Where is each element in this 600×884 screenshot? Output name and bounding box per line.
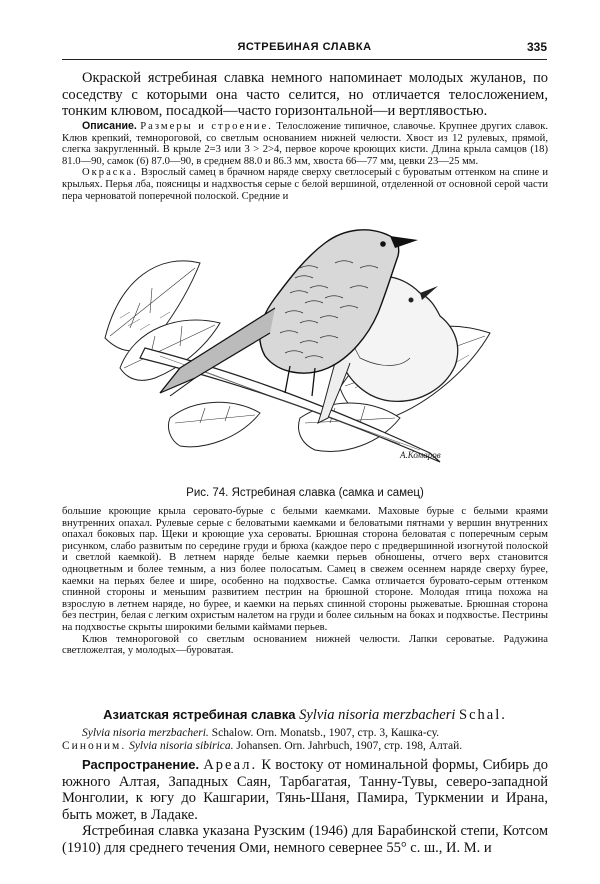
synonym-1-latin: Sylvia nisoria merzbacheri. bbox=[82, 727, 209, 739]
artist-signature: А.Комаров bbox=[400, 450, 441, 460]
color-text-bottom: большие кроющие крыла серовато-бурые с белыми каемками. Маховые бурые с белыми краями внутренних опахал. Рулевые серые с беловатыми каемками и беловатыми пятнами у вершин внутренних опахал боковых пар. Щеки и кроющие уха сероваты. Брюшная сторона беловатая с поперечным серым рисунком, слабо развитым по середине груди и брюха (каждое перо с предвершинной изогнутой полоской и светлой каемкой). В летнем наряде белые каемки перьев обношены, отчего верх становится одноцветным и более темным, а низ более полосатым. Самец в свежем осеннем наряде сверху буреe, каемки на перьях белее и шире, особенно на подхвостье. Самка отличается буровато-серым оттенком спинной стороны и меньшим развитием пестрин на брюшной стороне. Молодая птица похожа на взрослую в летнем наряде, но буреe, и каемки на перьях спинной стороны рыжеватые. Брюшная сторона без пестрин, белая с легким охристым налетом на груди и более сильным на боках и подхвостье. Пестрины на подхвостье скрыты широкими белыми каймами перьев. bbox=[62, 506, 548, 633]
distribution-text: К востоку от номинальной формы, Сибирь до южного Алтая, Западных Саян, Тарбагатая, Танну-Тувы, северо-западной Монголии, к югу до Кашгарии, Тянь-Шаня, Памира, Туркмении и Ирана, быть может, в Ладаке. bbox=[62, 757, 549, 823]
distribution-text-2: Ястребиная славка указана Рузским (1946) для Барабинской степи, Котсом (1910) для среднего течения Оми, немного севернее 55° с. ш., И. М. и bbox=[62, 823, 548, 856]
subspecies-heading bbox=[62, 707, 548, 724]
color-label: Окраска. bbox=[82, 167, 138, 179]
beak-text: Клюв темнороговой со светлым основанием нижней челюсти. Лапки сероватые. Радужина светложелтая, у молодых—буроватая. bbox=[62, 633, 548, 657]
distribution-label: Распространение. bbox=[82, 757, 200, 772]
subspecies-author: Schal. bbox=[459, 707, 507, 723]
subspecies-name-ru: Азиатская ястребиная славка bbox=[103, 707, 296, 722]
color-text-top: Взрослый самец в брачном наряде сверху светлосерый с буроватым оттенком на спине и крыльях. Перья лба, поясницы и надхвостья серые с белой вершиной, отделенной от основной серой части пера черноватой поперечной полоской. Средние и bbox=[62, 167, 548, 202]
bird-illustration bbox=[100, 218, 500, 480]
synonym-line-1 bbox=[62, 727, 548, 740]
description-label: Описание. bbox=[82, 120, 137, 132]
synonym-2-latin: Sylvia nisoria sibirica. bbox=[129, 740, 234, 752]
synonymy bbox=[62, 727, 548, 753]
description-block bbox=[62, 121, 548, 202]
synonym-2-ref: Johansen. Orn. Jahrbuch, 1907, стр. 198, Алтай. bbox=[236, 740, 463, 752]
description-continued bbox=[62, 506, 548, 657]
subspecies-name-lat: Sylvia nisoria merzbacheri bbox=[299, 707, 456, 723]
synonym-line-2 bbox=[62, 740, 548, 753]
running-header bbox=[62, 41, 547, 60]
intro-paragraph: Окраской ястребиная славка немного напоминает молодых жуланов, по соседству с которыми она часто селится, но отличается телосложением, тонким клювом, посадкой—часто горизонтальной—и вертлявостью. bbox=[62, 70, 548, 119]
running-title: ЯСТРЕБИНАЯ СЛАВКА bbox=[237, 41, 372, 53]
areal-label: Ареал. bbox=[203, 757, 258, 773]
synonym-1-ref: Schalow. Orn. Monatsb., 1907, стр. 3, Кашка-су. bbox=[211, 727, 440, 739]
page-number: 335 bbox=[526, 40, 547, 54]
distribution-section bbox=[62, 757, 548, 856]
size-text: Телосложение типичное, славочье. Крупнее других славок. Клюв крепкий, темнороговой, со светлым основанием нижней челюсти. Хвост из 12 рулевых, прямой, слегка закругленный. В крыле 2=3 или 3 > 2>4, первое короче кроющих кисти. Длина крыла самцов (18) 81.0—90, самок (6) 87.0—90, в среднем 88.0 и 86.3 мм, хвоста 66—77 мм, цевки 23—25 мм. bbox=[62, 121, 548, 167]
synonym-label: Синоним. bbox=[62, 740, 127, 752]
size-label: Размеры и строение. bbox=[140, 121, 273, 132]
figure-caption: Рис. 74. Ястребиная славка (самка и самец) bbox=[186, 487, 424, 499]
